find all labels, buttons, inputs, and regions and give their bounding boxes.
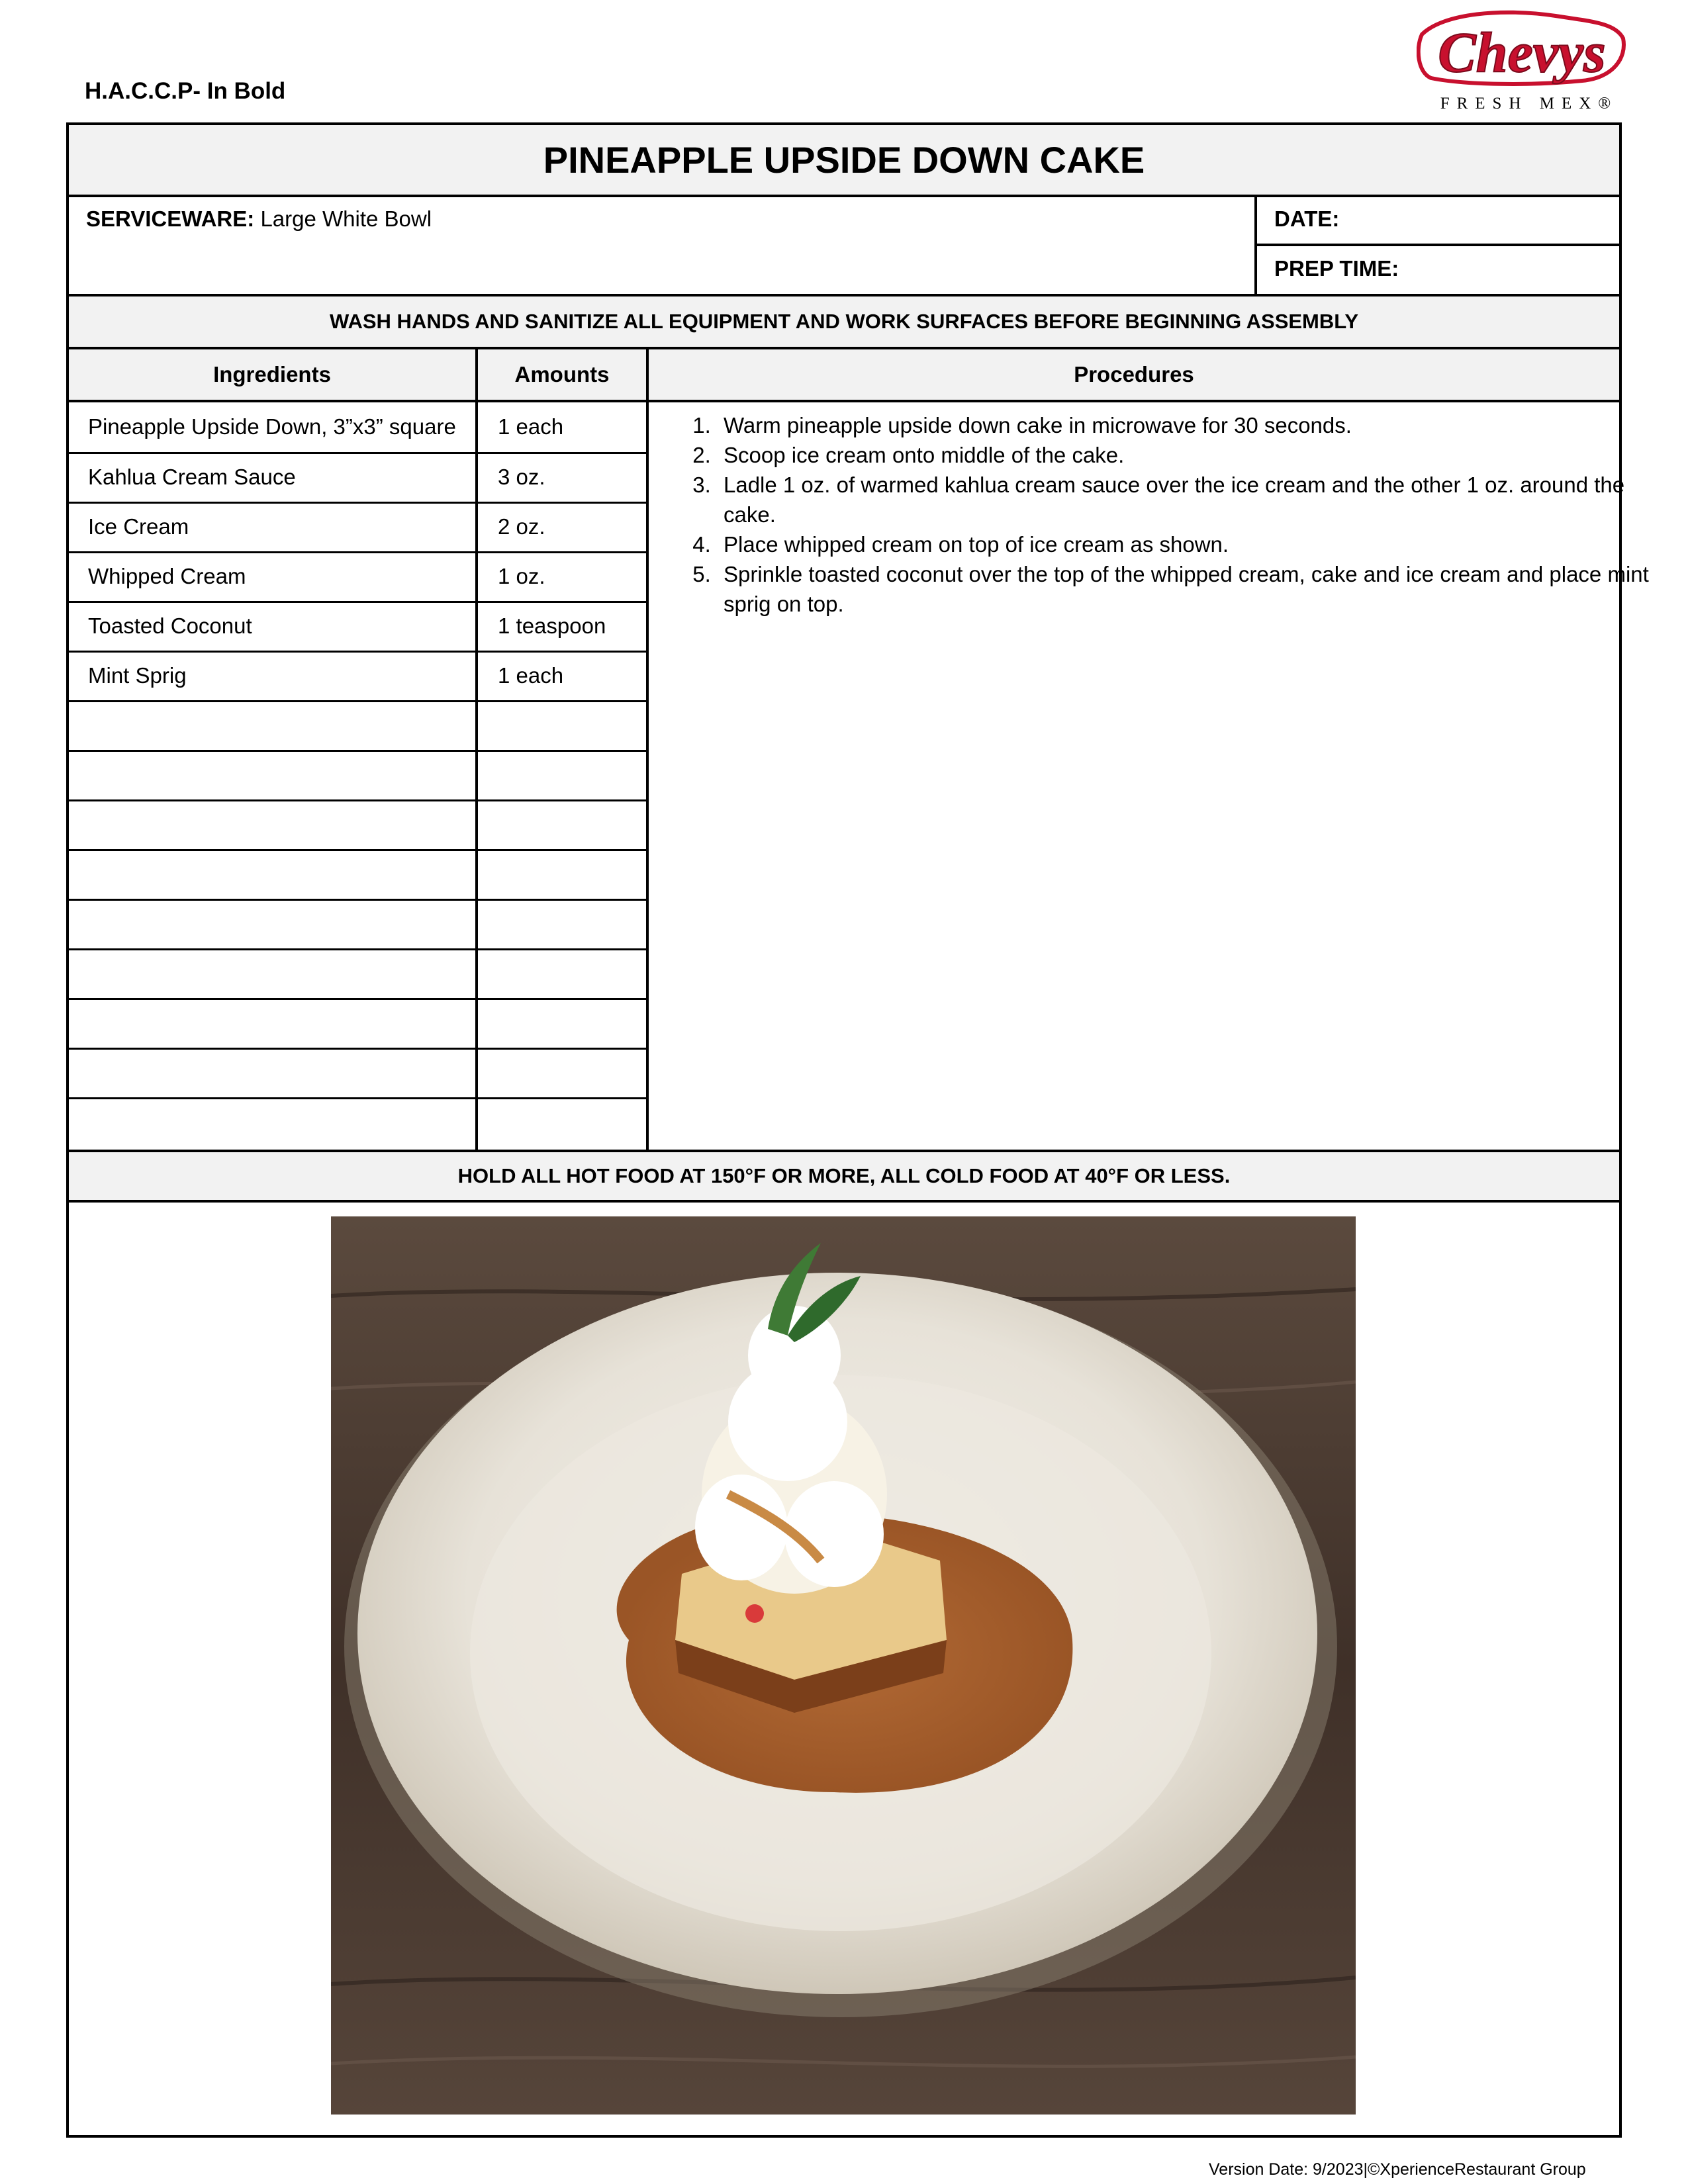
chevys-logo bbox=[1417, 9, 1627, 116]
ingredient-name: Whipped Cream bbox=[88, 564, 246, 588]
procedure-step: 5. Sprinkle toasted coconut over the top of the whipped cream, cake and ice cream and place mint sprig on top. bbox=[717, 559, 1650, 619]
procedure-list bbox=[659, 410, 1650, 619]
ingredients-header: Ingredients bbox=[69, 349, 475, 400]
version-footer: Version Date: 9/2023|©XperienceRestaurant Group bbox=[1209, 2160, 1586, 2179]
svg-text:FRESH MEX®: FRESH MEX® bbox=[1440, 95, 1618, 113]
ingredient-name: Ice Cream bbox=[88, 514, 189, 539]
procedure-step: 4. Place whipped cream on top of ice cream as shown. bbox=[717, 529, 1650, 559]
hold-temperature-notice: HOLD ALL HOT FOOD AT 150°F OR MORE, ALL COLD FOOD AT 40°F OR LESS. bbox=[69, 1152, 1619, 1200]
haccp-note: H.A.C.C.P- In Bold bbox=[85, 78, 286, 104]
procedure-step: 2. Scoop ice cream onto middle of the cake. bbox=[717, 440, 1650, 470]
ingredient-amount: 1 each bbox=[498, 663, 564, 688]
serviceware-field bbox=[86, 206, 432, 232]
wash-hands-notice: WASH HANDS AND SANITIZE ALL EQUIPMENT AND WORK SURFACES BEFORE BEGINNING ASSEMBLY bbox=[69, 296, 1619, 347]
ingredient-name: Kahlua Cream Sauce bbox=[88, 465, 296, 489]
date-label: DATE: bbox=[1274, 206, 1340, 231]
ingredient-name: Mint Sprig bbox=[88, 663, 187, 688]
ingredient-amount: 2 oz. bbox=[498, 514, 545, 539]
ingredient-amount: 1 oz. bbox=[498, 564, 545, 588]
svg-text:Chevys: Chevys bbox=[1438, 21, 1606, 84]
ingredient-amount: 3 oz. bbox=[498, 465, 545, 489]
ingredient-amount: 1 each bbox=[498, 414, 564, 439]
procedure-step: 1. Warm pineapple upside down cake in microwave for 30 seconds. bbox=[717, 410, 1650, 440]
date-field bbox=[1274, 206, 1339, 232]
ingredient-name: Toasted Coconut bbox=[88, 614, 252, 638]
serviceware-value: Large White Bowl bbox=[254, 206, 432, 231]
dessert-photo-illustration bbox=[331, 1216, 1356, 2115]
ingredient-name: Pineapple Upside Down, 3”x3” square bbox=[88, 414, 456, 439]
procedure-step: 3. Ladle 1 oz. of warmed kahlua cream sauce over the ice cream and the other 1 oz. around the cake. bbox=[717, 470, 1650, 529]
ingredient-amount: 1 teaspoon bbox=[498, 614, 606, 638]
prep-time-field bbox=[1274, 256, 1399, 281]
dessert-photo bbox=[331, 1216, 1356, 2115]
serviceware-label: SERVICEWARE: bbox=[86, 206, 255, 231]
recipe-title: PINEAPPLE UPSIDE DOWN CAKE bbox=[69, 125, 1619, 195]
procedures-header: Procedures bbox=[649, 349, 1619, 400]
amounts-header: Amounts bbox=[478, 349, 646, 400]
prep-time-label: PREP TIME: bbox=[1274, 256, 1399, 281]
